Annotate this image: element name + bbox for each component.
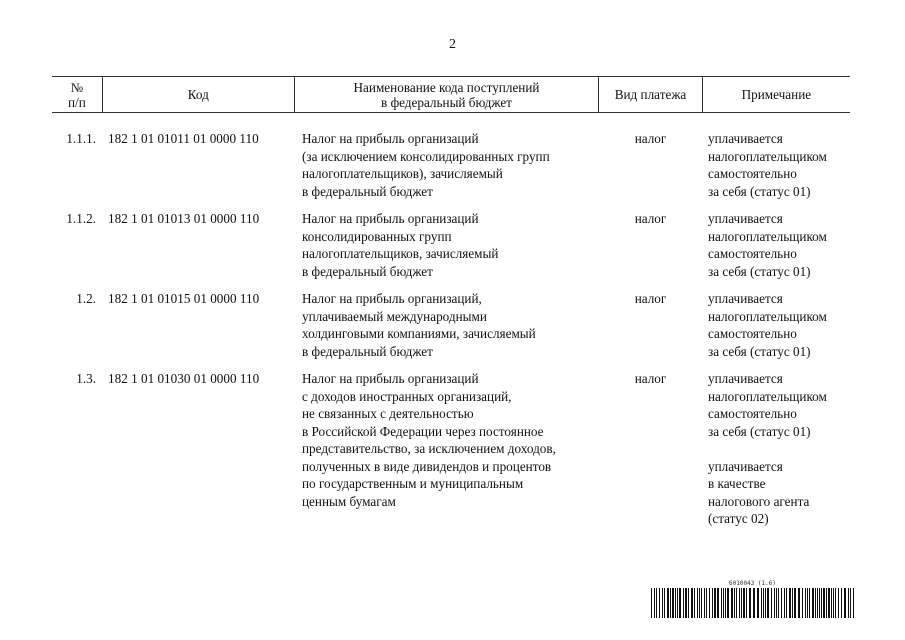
row-name: Налог на прибыль организаций с доходов иностранных организаций, не связанных с деятельностью в Российской Федерации через постоянное представительство, за исключением доходов, полученных в виде дивидендов и процентов по государственным и муниципальным ценным бумагам xyxy=(302,371,556,509)
row-note xyxy=(702,290,850,360)
header-number-line2: п/п xyxy=(67,94,86,110)
row-payment-type: налог xyxy=(634,371,667,386)
row-code: 182 1 01 01030 01 0000 110 xyxy=(108,371,260,386)
header-note: Примечание xyxy=(741,87,812,102)
row-note xyxy=(702,130,850,200)
barcode xyxy=(651,580,854,618)
barcode-image xyxy=(651,588,854,618)
row-number: 1.2. xyxy=(76,291,96,306)
header-name-line2: в федеральный бюджет xyxy=(381,94,512,110)
row-code: 182 1 01 01013 01 0000 110 xyxy=(108,211,260,226)
table-row xyxy=(52,210,850,280)
table-row xyxy=(52,290,850,360)
row-name: Налог на прибыль организаций консолидированных групп налогоплательщиков, зачисляемый в федеральный бюджет xyxy=(302,211,499,279)
table-row xyxy=(52,370,850,528)
note-block: уплачивается в качестве налогового агента (статус 02) xyxy=(708,458,810,526)
row-note xyxy=(702,210,850,280)
row-number: 1.3. xyxy=(76,371,96,386)
revenue-codes-table xyxy=(52,76,850,538)
note-block: уплачивается налогоплательщиком самостоятельно за себя (статус 01) xyxy=(708,211,827,279)
row-code: 182 1 01 01015 01 0000 110 xyxy=(108,291,260,306)
header-name xyxy=(295,77,599,112)
row-name: Налог на прибыль организаций, уплачиваемый международными холдинговыми компаниями, зачисляемый в федеральный бюджет xyxy=(302,291,536,359)
row-code: 182 1 01 01011 01 0000 110 xyxy=(108,131,259,146)
row-note xyxy=(702,370,850,528)
note-block: уплачивается налогоплательщиком самостоятельно за себя (статус 01) xyxy=(708,371,827,439)
note-block: уплачивается налогоплательщиком самостоятельно за себя (статус 01) xyxy=(708,291,827,359)
table-header xyxy=(52,76,850,113)
table-body xyxy=(52,130,850,528)
row-payment-type: налог xyxy=(634,131,667,146)
header-number xyxy=(52,77,103,112)
row-payment-type: налог xyxy=(634,291,667,306)
row-payment-type: налог xyxy=(634,211,667,226)
table-row xyxy=(52,130,850,200)
note-block: уплачивается налогоплательщиком самостоятельно за себя (статус 01) xyxy=(708,131,827,199)
page-number: 2 xyxy=(449,37,456,52)
header-payment-type: Вид платежа xyxy=(599,77,702,112)
header-name-line1: Наименование кода поступлений xyxy=(353,79,540,95)
row-number: 1.1.1. xyxy=(66,131,96,146)
header-code: Код xyxy=(103,77,295,112)
row-name: Налог на прибыль организаций (за исключением консолидированных групп налогоплательщиков), зачисляемый в федеральный бюджет xyxy=(302,131,550,199)
header-number-line1: № xyxy=(70,79,84,95)
row-number: 1.1.2. xyxy=(66,211,96,226)
barcode-label: 6010043 (1.6) xyxy=(729,580,776,587)
